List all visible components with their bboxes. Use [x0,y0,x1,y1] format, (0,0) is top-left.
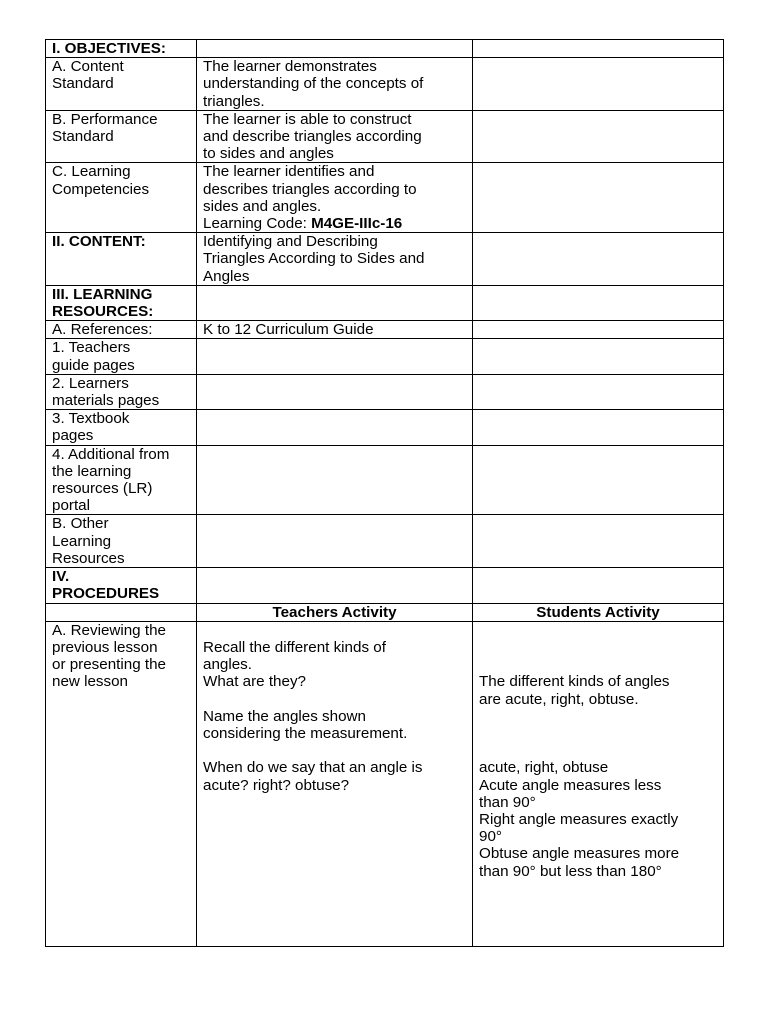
learning-code-value: M4GE-IIIc-16 [311,215,403,233]
teachers-guide-teacher-cell [197,339,473,374]
additional-lr-teacher-cell [197,445,473,515]
performance-standard-text: The learner is able to construct and describe triangles according to sides and angles [197,110,473,163]
teachers-guide-label: 1. Teachers guide pages [46,339,197,374]
learning-code-label: Learning Code: [203,215,312,233]
procedures-heading: IV. PROCEDURES [46,568,197,603]
learning-competencies-student-cell [473,163,724,233]
table-row [46,621,724,946]
performance-standard-label: B. Performance Standard [46,110,197,163]
objectives-teacher-cell [197,40,473,58]
table-row [46,285,724,320]
content-standard-label: A. Content Standard [46,58,197,111]
learners-materials-label: 2. Learners materials pages [46,374,197,409]
table-row [46,515,724,568]
other-resources-teacher-cell [197,515,473,568]
content-heading: II. CONTENT: [46,233,197,286]
procedures-student-cell [473,568,724,603]
content-text: Identifying and Describing Triangles According to Sides and Angles [197,233,473,286]
table-row [46,40,724,58]
teachers-activity-header: Teachers Activity [197,603,473,621]
table-row [46,568,724,603]
teachers-guide-student-cell [473,339,724,374]
learning-competencies-text [197,163,473,233]
learners-materials-teacher-cell [197,374,473,409]
learning-competencies-label: C. Learning Competencies [46,163,197,233]
learners-materials-student-cell [473,374,724,409]
references-label: A. References: [46,321,197,339]
table-row [46,374,724,409]
objectives-heading: I. OBJECTIVES: [46,40,197,58]
content-student-cell [473,233,724,286]
learning-competencies-desc: The learner identifies and describes triangles according to sides and angles. [203,163,417,215]
content-standard-student-cell [473,58,724,111]
table-row [46,110,724,163]
reviewing-student-activity: The different kinds of angles are acute, right, obtuse. acute, right, obtuse Acute angle measures less than 90° Right angle measures exactly 90° Obtuse angle measures more than 90° but less than 180° [473,621,724,946]
table-row [46,58,724,111]
table-row [46,603,724,621]
table-row [46,445,724,515]
lesson-plan-table [45,39,724,947]
other-resources-label: B. Other Learning Resources [46,515,197,568]
procedures-teacher-cell [197,568,473,603]
reviewing-lesson-label: A. Reviewing the previous lesson or presenting the new lesson [46,621,197,946]
performance-standard-student-cell [473,110,724,163]
additional-lr-label: 4. Additional from the learning resources (LR) portal [46,445,197,515]
reviewing-teacher-activity: Recall the different kinds of angles. What are they? Name the angles shown considering the measurement. When do we say that an angle is acute? right? obtuse? [197,621,473,946]
table-row [46,163,724,233]
other-resources-student-cell [473,515,724,568]
table-row [46,410,724,445]
textbook-pages-label: 3. Textbook pages [46,410,197,445]
textbook-pages-student-cell [473,410,724,445]
references-student-cell [473,321,724,339]
table-row [46,339,724,374]
learning-resources-teacher-cell [197,285,473,320]
additional-lr-student-cell [473,445,724,515]
learning-resources-student-cell [473,285,724,320]
students-activity-header: Students Activity [473,603,724,621]
learning-resources-heading: III. LEARNING RESOURCES: [46,285,197,320]
textbook-pages-teacher-cell [197,410,473,445]
activity-header-blank [46,603,197,621]
table-row [46,321,724,339]
references-text: K to 12 Curriculum Guide [197,321,473,339]
table-row [46,233,724,286]
content-standard-text: The learner demonstrates understanding of the concepts of triangles. [197,58,473,111]
objectives-student-cell [473,40,724,58]
